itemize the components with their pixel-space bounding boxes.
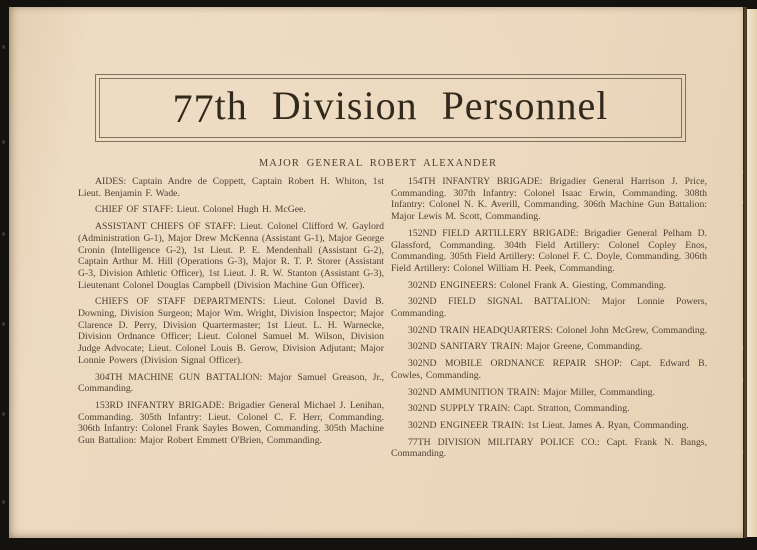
title-number: 77 [172, 86, 215, 131]
personnel-entry-aides: AIDES: Captain Andre de Coppett, Captain Robert H. Whiton, 1st Lieut. Benjamin F. Wade. [78, 176, 384, 199]
binding-stitch-dot [2, 500, 5, 504]
personnel-entry-302nd-train-hq: 302ND TRAIN HEADQUARTERS: Colonel John McGrew, Commanding. [408, 324, 707, 336]
personnel-entry-302nd-supply-train: 302ND SUPPLY TRAIN: Capt. Stratton, Commanding. [408, 403, 630, 415]
right-column [391, 176, 707, 465]
adjacent-page-edge [747, 9, 757, 537]
stitch-dot [743, 450, 746, 453]
title-box-inner-rule [99, 78, 682, 138]
binding-stitch-dot [2, 140, 5, 144]
book-page [9, 7, 743, 538]
stitch-dot [743, 347, 746, 350]
page-title [172, 83, 609, 131]
personnel-entry-302nd-ammunition-train: 302ND AMMUNITION TRAIN: Major Miller, Commanding. [408, 386, 655, 398]
personnel-entry-153rd-infantry-brigade: 153RD INFANTRY BRIGADE: Brigadier General Michael J. Lenihan, Commanding. 305th Infantry: Lieut. Colonel C. F. Herr, Commanding. 306th Infantry: Colonel Frank Sayles Bowen, Commanding. 305th Machine Gun Battalion: Major Robert Emmett O'Brien, Commanding. [78, 399, 384, 447]
personnel-entry-302nd-field-signal: 302ND FIELD SIGNAL BATTALION: Major Lonnie Powers, Commanding. [391, 296, 707, 320]
personnel-entry-302nd-ordnance-repair: 302ND MOBILE ORDNANCE REPAIR SHOP: Capt. Edward B. Cowles, Commanding. [391, 358, 707, 381]
title-box [95, 74, 686, 142]
personnel-entry-152nd-field-artillery: 152ND FIELD ARTILLERY BRIGADE: Brigadier General Pelham D. Glassford, Commanding. 304th Field Artillery: Colonel Copley Enos, Commanding. 305th Field Artillery: Colonel F. C. Doyle, Commanding. 306th Field Artillery: Colonel William H. Peek, Commanding. [391, 227, 707, 274]
binding-stitch-dot [2, 45, 5, 49]
personnel-entry-302nd-engineer-train: 302ND ENGINEER TRAIN: 1st Lieut. James A. Ryan, Commanding. [408, 419, 689, 431]
title-text: th Division Personnel [214, 83, 609, 128]
personnel-entry-302nd-sanitary-train: 302ND SANITARY TRAIN: Major Greene, Commanding. [408, 341, 643, 353]
stitch-dot [743, 170, 746, 173]
binding-stitch-dot [2, 412, 5, 416]
personnel-entry-assistant-chiefs: ASSISTANT CHIEFS OF STAFF: Lieut. Colonel Clifford W. Gaylord (Administration G-1), Major Drew McKenna (Assistant G-1), Major George Cronin (Intelligence G-2), 1st Lieut. P. E. Mendenhall (Assistant G-2), Captain Arthur M. Hill (Operations G-3), Major R. T. P. Storer (Assistant G-3, Division Athletic Officer), 1st Lieut. J. R. W. Stanton (Assistant G-3), Lieutenant Colonel Douglas Campbell (Division Machine Gun Officer). [78, 221, 384, 291]
personnel-entry-154th-infantry-brigade: 154TH INFANTRY BRIGADE: Brigadier General Harrison J. Price, Commanding. 307th Infantry: Colonel Isaac Erwin, Commanding. 308th Infantry: Colonel N. K. Averill, Commanding. 306th Machine Gun Battalion: Major Lewis M. Scott, Commanding. [391, 176, 707, 223]
commander-name: MAJOR GENERAL ROBERT ALEXANDER [258, 158, 498, 169]
stitch-dot [743, 378, 746, 381]
left-column [78, 176, 384, 465]
binding-stitch-dot [2, 232, 5, 236]
personnel-entry-military-police: 77TH DIVISION MILITARY POLICE CO.: Capt. Frank N. Bangs, Commanding. [391, 436, 707, 460]
personnel-entry-304th-mg-battalion: 304TH MACHINE GUN BATTALION: Major Samuel Greason, Jr., Commanding. [78, 371, 384, 395]
stitch-dot [743, 201, 746, 204]
personnel-entry-staff-departments: CHIEFS OF STAFF DEPARTMENTS: Lieut. Colonel David B. Downing, Division Surgeon; Major Wm. Wright, Division Inspector; Major Clarence D. Perry, Division Quartermaster; 1st Lieut. L. H. Warnecke, Division Ordnance Officer; Lieut. Colonel Samuel M. Wilson, Division Judge Advocate; Lieut. Colonel Louis B. Gerow, Division Adjutant; Major Lonnie Powers (Division Signal Officer). [78, 296, 384, 366]
personnel-entry-302nd-engineers: 302ND ENGINEERS: Colonel Frank A. Giesting, Commanding. [408, 279, 667, 291]
personnel-entry-chief-of-staff: CHIEF OF STAFF: Lieut. Colonel Hugh H. McGee. [95, 204, 306, 216]
binding-stitch-dot [2, 322, 5, 326]
personnel-columns [78, 176, 707, 465]
